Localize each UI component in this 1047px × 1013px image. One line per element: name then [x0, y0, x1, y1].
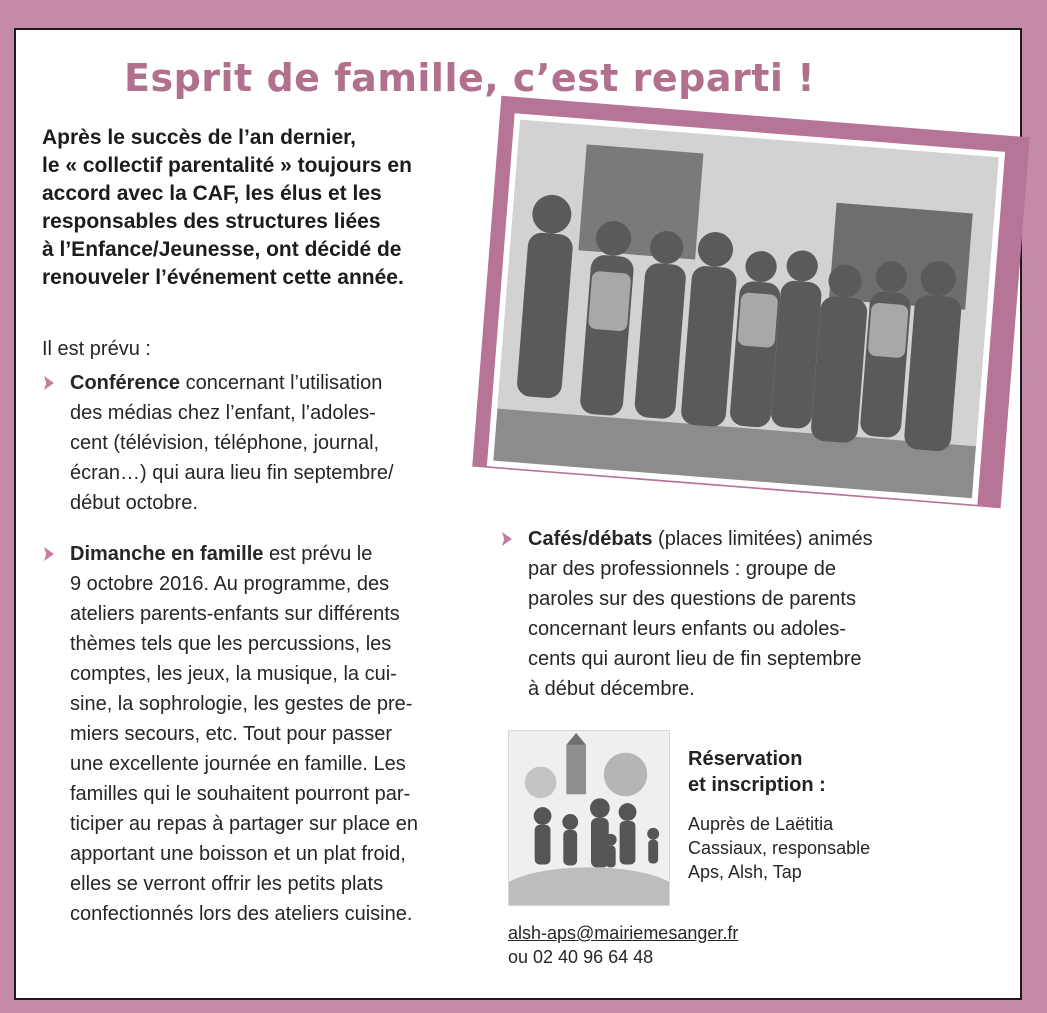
intro-paragraph — [42, 124, 482, 292]
bullet-line: comptes, les jeux, la musique, la cui- — [70, 663, 397, 685]
bullet-line: concernant leurs enfants ou adoles- — [528, 618, 846, 640]
intro-line: Après le succès de l’an dernier, — [42, 126, 356, 149]
bullet-line: sine, la sophrologie, les gestes de pre- — [70, 693, 413, 715]
bullet-line: miers secours, etc. Tout pour passer — [70, 723, 392, 745]
bullet-line: concernant l’utilisation — [180, 372, 383, 394]
bullet-line: début octobre. — [70, 492, 198, 514]
bullet-line: (places limitées) animés — [652, 528, 873, 550]
intro-line: à l’Enfance/Jeunesse, ont décidé de — [42, 238, 402, 261]
reservation-title — [688, 746, 826, 798]
email-link[interactable]: alsh-aps@mairiemesanger.fr — [508, 923, 739, 943]
bullet-line: écran…) qui aura lieu fin septembre/ — [70, 462, 394, 484]
bullet-line: paroles sur des questions de parents — [528, 588, 856, 610]
intro-line: le « collectif parentalité » toujours en — [42, 154, 412, 177]
bullet-line: apportant une boisson et un plat froid, — [70, 843, 406, 865]
reservation-line: Cassiaux, responsable — [688, 838, 871, 858]
bullet-line: confectionnés lors des ateliers cuisine. — [70, 903, 413, 925]
intro-line: responsables des structures liées — [42, 210, 381, 233]
bullet-line: cent (télévision, téléphone, journal, — [70, 432, 380, 454]
article-title: Esprit de famille, c’est reparti ! — [124, 56, 816, 100]
group-photo-drawing — [493, 120, 998, 499]
bullet-line: par des professionnels : groupe de — [528, 558, 836, 580]
bullet-line: cents qui auront lieu de fin septembre — [528, 648, 862, 670]
family-illustration-drawing — [509, 731, 669, 905]
reservation-title-line: et inscription : — [688, 774, 826, 796]
bullet-line: à début décembre. — [528, 678, 695, 700]
bullet-line: ticiper au repas à partager sur place en — [70, 813, 418, 835]
reservation-line: Auprès de Laëtitia — [688, 814, 834, 834]
bullet-line: elles se verront offrir les petits plats — [70, 873, 384, 895]
bullet-line: 9 octobre 2016. Au programme, des — [70, 573, 390, 595]
intro-line: renouveler l’événement cette année. — [42, 266, 404, 289]
reservation-contact — [688, 812, 948, 884]
phone-number: ou 02 40 96 64 48 — [508, 947, 654, 967]
bullet-line: thèmes tels que les percussions, les — [70, 633, 392, 655]
bullet-line: ateliers parents-enfants sur différents — [70, 603, 400, 625]
bullet-cafes-debats — [528, 524, 928, 704]
bullet-line: une excellente journée en famille. Les — [70, 753, 406, 775]
bullet-line: familles qui le souhaitent pourront par- — [70, 783, 411, 805]
bullet-dimanche-en-famille — [70, 539, 470, 929]
reservation-line: Aps, Alsh, Tap — [688, 862, 802, 882]
prevu-label: Il est prévu : — [42, 338, 151, 360]
bullet-line: des médias chez l’enfant, l’adoles- — [70, 402, 376, 424]
bullet-line: est prévu le — [263, 543, 373, 565]
bullet-label: Cafés/débats — [528, 528, 653, 550]
intro-line: accord avec la CAF, les élus et les — [42, 182, 382, 205]
bullet-label: Dimanche en famille — [70, 543, 264, 565]
bullet-conference — [70, 368, 470, 518]
group-photo — [487, 113, 1005, 505]
reservation-title-line: Réservation — [688, 748, 803, 770]
family-illustration — [508, 730, 670, 906]
bullet-label: Conférence — [70, 372, 181, 394]
